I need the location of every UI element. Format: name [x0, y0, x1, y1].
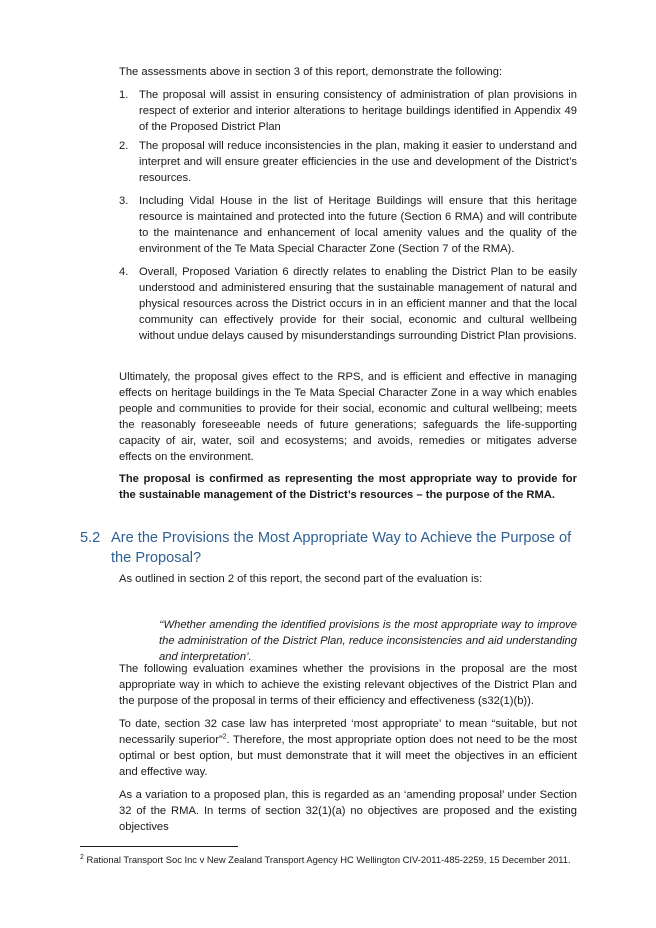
- list-text: The proposal will reduce inconsistencies in the plan, making it easier to understand and interpret and will ensure greater efficiencies in the use and development of the District’s resources.: [139, 140, 577, 184]
- footnote-text: Rational Transport Soc Inc v New Zealand Transport Agency HC Wellington CIV-2011-485-2259, 15 December 2011.: [86, 854, 571, 865]
- list-number: 2.: [119, 140, 129, 152]
- section-title: Are the Provisions the Most Appropriate Way to Achieve the Purpose of the Proposal?: [111, 530, 572, 566]
- list-number: 1.: [119, 89, 129, 101]
- to-date-text-b: . Therefore, the most appropriate option does not need to be the most optimal or best option, but must demonstrate that it will meet the objectives in an efficient and effective way.: [119, 734, 577, 778]
- ultimately-paragraph: Ultimately, the proposal gives effect to the RPS, and is efficient and effective in managing effects on heritage buildings in the Te Mata Special Character Zone in a way which enables people and communities to provide for their social, economic and cultural wellbeing; meets the reasonably foreseeable needs of future generations; safeguards the life-supporting capacity of air, water, soil and ecosystems; and avoids, remedies or mitigates adverse effects on the environment.: [119, 371, 577, 463]
- footnote: [80, 853, 577, 866]
- list-text: Overall, Proposed Variation 6 directly relates to enabling the District Plan to be easily understood and administered ensuring that the sustainable management of natural and physical resources across the District occurs in in an efficient manner and that the local community can effectively provide for their social, economic and cultural wellbeing without undue delays caused by misunderstandings surrounding District Plan provisions.: [139, 266, 577, 342]
- footnote-divider: [80, 846, 238, 847]
- to-date-paragraph: [119, 716, 577, 780]
- list-number: 4.: [119, 266, 129, 278]
- footnote-marker: 2: [80, 853, 84, 861]
- variation-paragraph: As a variation to a proposed plan, this is regarded as an ‘amending proposal’ under Section 32 of the RMA. In terms of section 32(1)(a) no objectives are proposed and the existing objectives: [119, 789, 577, 833]
- block-quote: ‘‘Whether amending the identified provisions is the most appropriate way to improve the administration of the District Plan, reduce inconsistencies and aid understanding and interpretation’.: [159, 619, 577, 664]
- conclusion-bold-paragraph: The proposal is confirmed as representing the most appropriate way to provide for the sustainable management of the District’s resources – the purpose of the RMA.: [119, 473, 577, 501]
- list-text: Including Vidal House in the list of Heritage Buildings will ensure that this heritage resource is maintained and protected into the future (Section 6 RMA) and will contribute to the maintenance and enhancement of local amenity values and the quality of the environment of the Te Mata Special Character Zone (Section 7 of the RMA).: [139, 195, 577, 255]
- footnote-reference: 2: [222, 733, 227, 741]
- list-number: 3.: [119, 195, 129, 207]
- outlined-paragraph: As outlined in section 2 of this report, the second part of the evaluation is:: [119, 573, 483, 585]
- following-paragraph: The following evaluation examines whether the provisions in the proposal are the most appropriate way in which to achieve the existing relevant objectives of the District Plan and the purpose of the proposal in terms of their efficiency and effectiveness (s32(1)(b)).: [119, 663, 577, 707]
- intro-paragraph: The assessments above in section 3 of this report, demonstrate the following:: [119, 66, 503, 78]
- section-number: 5.2: [80, 530, 101, 546]
- to-date-text-a: To date, section 32 case law has interpreted ‘most appropriate’ to mean “suitable, but not necessarily superior”: [119, 718, 577, 746]
- list-text: The proposal will assist in ensuring consistency of administration of plan provisions in respect of exterior and interior alterations to heritage buildings identified in Appendix 49 of the Proposed District Plan: [139, 89, 577, 133]
